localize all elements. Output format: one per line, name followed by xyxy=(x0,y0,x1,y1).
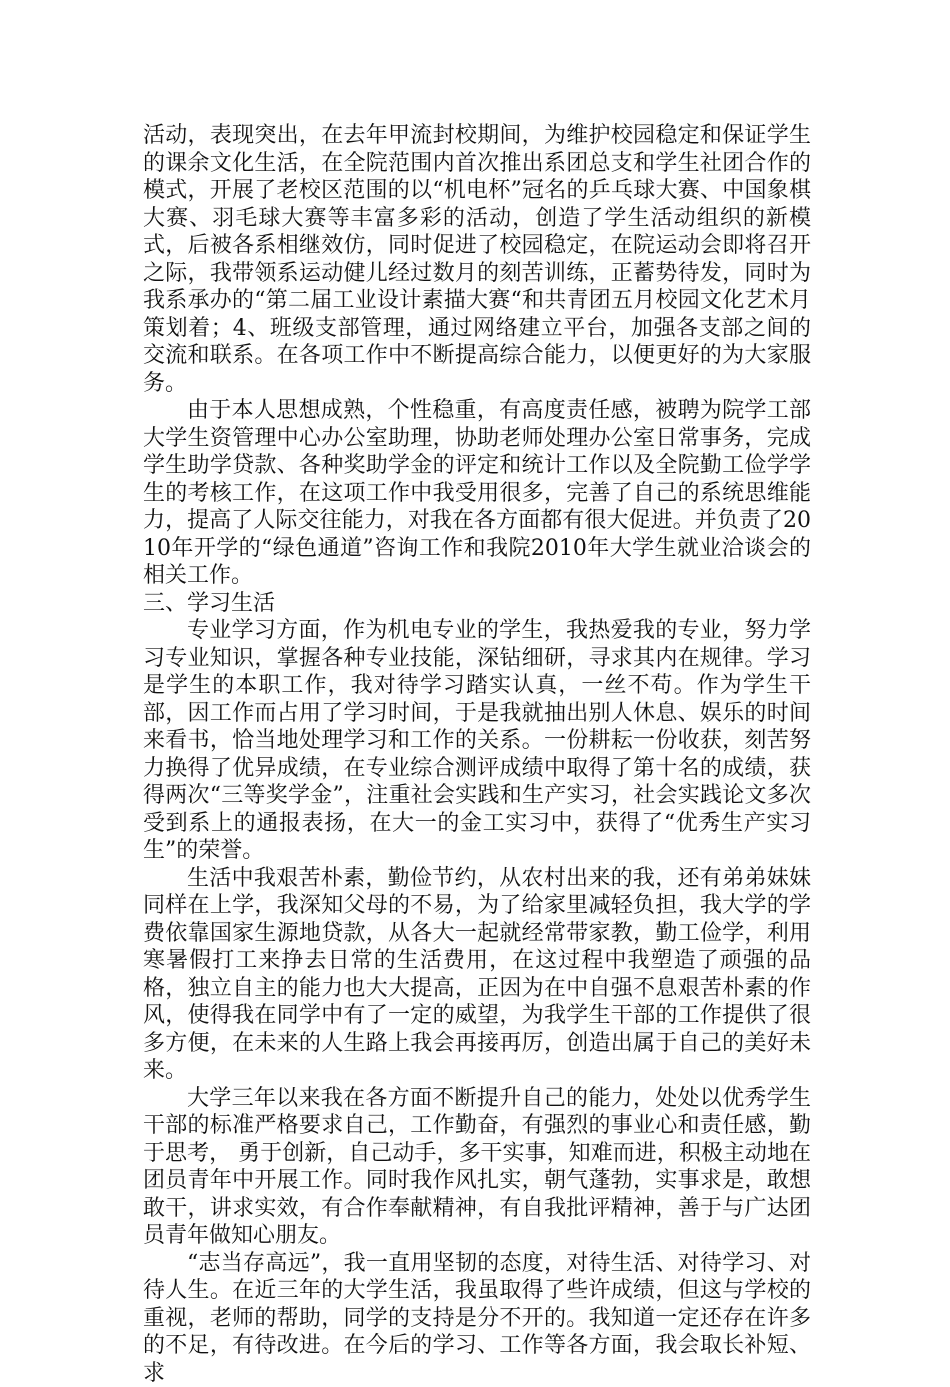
paragraph-daily-life: 生活中我艰苦朴素，勤俭节约，从农村出来的我，还有弟弟妹妹同样在上学，我深知父母的不易，为了给家里减轻负担，我大学的学费依靠国家生源地贷款，从各大一起就经常带家教，勤工俭学，利用寒暑假打工来挣去日常的生活费用，在这过程中我塑造了顽强的品格，独立自主的能力也大大提高，正因为在中自强不息艰苦朴素的作风，使得我在同学中有了一定的威望，为我学生干部的工作提供了很多方便，在未来的人生路上我会再接再厉，创造出属于自己的美好未来。 xyxy=(143,865,811,1085)
paragraph-ambition: “志当存高远”，我一直用坚韧的态度，对待生活、对待学习、对待人生。在近三年的大学生活，我虽取得了些许成绩，但这与学校的重视，老师的帮助，同学的支持是分不开的。我知道一定还存在许多的不足，有待改进。在今后的学习、工作等各方面，我会取长补短、求 xyxy=(143,1250,811,1387)
paragraph-office-assistant: 由于本人思想成熟，个性稳重，有高度责任感，被聘为院学工部大学生资管理中心办公室助理，协助老师处理办公室日常事务，完成学生助学贷款、各种奖助学金的评定和统计工作以及全院勤工俭学学生的考核工作，在这项工作中我受用很多，完善了自己的系统思维能力，提高了人际交往能力，对我在各方面都有很大促进。并负责了2010年开学的“绿色通道”咨询工作和我院2010年大学生就业洽谈会的相关工作。 xyxy=(143,397,811,590)
paragraph-three-years: 大学三年以来我在各方面不断提升自己的能力，处处以优秀学生干部的标准严格要求自己，工作勤奋，有强烈的事业心和责任感，勤于思考， 勇于创新，自己动手，多干实事，知难而进，积极主动地在团员青年中开展工作。同时我作风扎实，朝气蓬勃，实事求是，敢想敢干，讲求实效，有合作奉献精神，有自我批评精神，善于与广达团员青年做知心朋友。 xyxy=(143,1085,811,1250)
paragraph-activities: 活动，表现突出，在去年甲流封校期间，为维护校园稳定和保证学生的课余文化生活，在全院范围内首次推出系团总支和学生社团合作的模式，开展了老校区范围的以“机电杯”冠名的乒乓球大赛、中国象棋大赛、羽毛球大赛等丰富多彩的活动，创造了学生活动组织的新模式，后被各系相继效仿，同时促进了校园稳定，在院运动会即将召开之际，我带领系运动健儿经过数月的刻苦训练，正蓄势待发，同时为我系承办的“第二届工业设计素描大赛“和共青团五月校园文化艺术月策划着；4、班级支部管理，通过网络建立平台，加强各支部之间的交流和联系。在各项工作中不断提高综合能力，以便更好的为大家服务。 xyxy=(143,122,811,397)
section-heading-study-life: 三、学习生活 xyxy=(143,590,811,618)
document-body xyxy=(143,122,811,1387)
paragraph-professional-study: 专业学习方面，作为机电专业的学生，我热爱我的专业，努力学习专业知识，掌握各种专业技能，深钻细研，寻求其内在规律。学习是学生的本职工作，我对待学习踏实认真，一丝不苟。作为学生干部，因工作而占用了学习时间，于是我就抽出别人休息、娱乐的时间来看书，恰当地处理学习和工作的关系。一份耕耘一份收获，刻苦努力换得了优异成绩，在专业综合测评成绩中取得了第十名的成绩，获得两次“三等奖学金”，注重社会实践和生产实习，社会实践论文多次受到系上的通报表扬，在大一的金工实习中，获得了“优秀生产实习生”的荣誉。 xyxy=(143,617,811,865)
